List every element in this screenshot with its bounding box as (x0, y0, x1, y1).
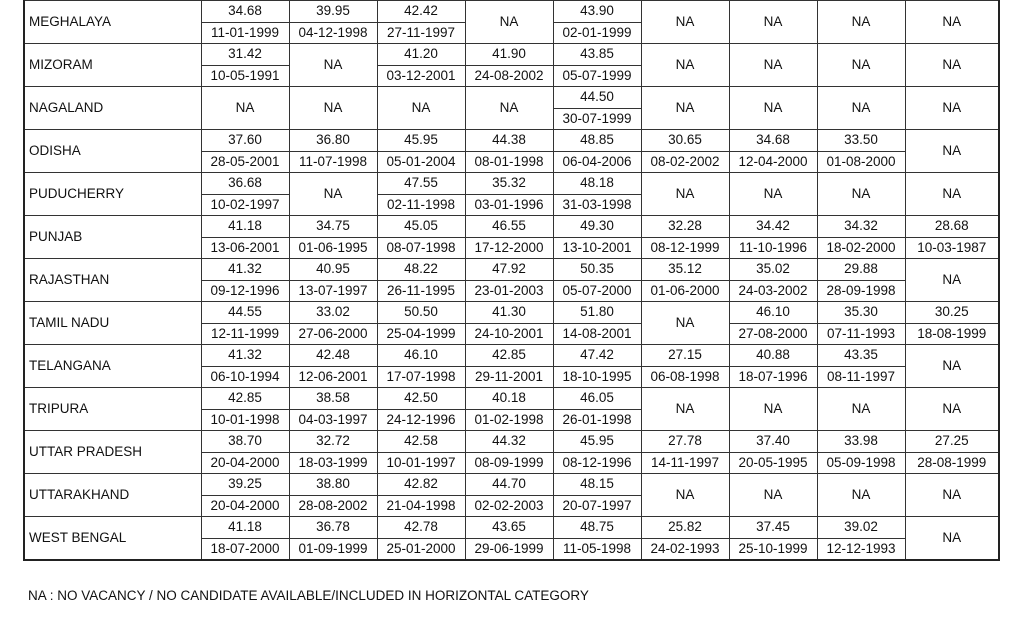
cutoff-birth-date: 26-01-1998 (553, 409, 641, 431)
state-name: TELANGANA (24, 345, 201, 388)
cutoff-birth-date: 14-11-1997 (641, 452, 729, 474)
cutoff-marks: 42.50 (377, 388, 465, 410)
table-body (24, 1, 999, 561)
cutoff-birth-date: 30-07-1999 (553, 108, 641, 130)
cutoff-marks: 43.90 (553, 1, 641, 23)
cutoff-birth-date: 02-11-1998 (377, 194, 465, 216)
na-cell: NA (729, 388, 817, 431)
cutoff-birth-date: 05-07-1999 (553, 65, 641, 87)
cutoff-birth-date: 25-01-2000 (377, 538, 465, 560)
cutoff-birth-date: 08-01-1998 (465, 151, 553, 173)
table-row (24, 216, 999, 238)
cutoff-birth-date: 03-01-1996 (465, 194, 553, 216)
cutoff-marks: 34.42 (729, 216, 817, 238)
cutoff-marks: 45.95 (377, 130, 465, 152)
cutoff-birth-date: 02-02-2003 (465, 495, 553, 517)
cutoff-birth-date: 24-12-1996 (377, 409, 465, 431)
state-name: WEST BENGAL (24, 517, 201, 561)
cutoff-marks: 27.15 (641, 345, 729, 367)
na-cell: NA (289, 87, 377, 130)
cutoff-birth-date: 17-07-1998 (377, 366, 465, 388)
cutoff-marks: 41.32 (201, 345, 289, 367)
cutoff-birth-date: 10-01-1998 (201, 409, 289, 431)
cutoff-birth-date: 25-04-1999 (377, 323, 465, 345)
cutoff-marks: 44.38 (465, 130, 553, 152)
cutoff-marks: 45.05 (377, 216, 465, 238)
cutoff-birth-date: 18-10-1995 (553, 366, 641, 388)
na-cell: NA (905, 474, 999, 517)
cutoff-marks: 47.55 (377, 173, 465, 195)
cutoff-birth-date: 27-06-2000 (289, 323, 377, 345)
cutoff-birth-date: 29-11-2001 (465, 366, 553, 388)
cutoff-marks: 27.78 (641, 431, 729, 453)
cutoff-marks: 41.20 (377, 44, 465, 66)
cutoff-birth-date: 03-12-2001 (377, 65, 465, 87)
cutoff-marks: 39.25 (201, 474, 289, 496)
cutoff-marks: 36.68 (201, 173, 289, 195)
na-cell: NA (905, 173, 999, 216)
cutoff-table-container (23, 0, 998, 561)
cutoff-marks: 41.30 (465, 302, 553, 324)
table-row (24, 87, 999, 109)
cutoff-birth-date: 10-01-1997 (377, 452, 465, 474)
state-name: PUDUCHERRY (24, 173, 201, 216)
cutoff-birth-date: 27-08-2000 (729, 323, 817, 345)
state-name: RAJASTHAN (24, 259, 201, 302)
cutoff-birth-date: 06-04-2006 (553, 151, 641, 173)
cutoff-marks: 41.90 (465, 44, 553, 66)
cutoff-marks: 35.30 (817, 302, 905, 324)
cutoff-marks: 42.58 (377, 431, 465, 453)
cutoff-birth-date: 20-04-2000 (201, 495, 289, 517)
na-cell: NA (641, 302, 729, 345)
cutoff-birth-date: 20-07-1997 (553, 495, 641, 517)
cutoff-birth-date: 28-08-2002 (289, 495, 377, 517)
cutoff-marks: 48.22 (377, 259, 465, 281)
table-row (24, 517, 999, 539)
na-cell: NA (641, 87, 729, 130)
cutoff-marks: 41.18 (201, 216, 289, 238)
cutoff-marks: 34.32 (817, 216, 905, 238)
cutoff-birth-date: 01-06-2000 (641, 280, 729, 302)
cutoff-birth-date: 13-10-2001 (553, 237, 641, 259)
cutoff-birth-date: 20-05-1995 (729, 452, 817, 474)
cutoff-marks: 34.68 (729, 130, 817, 152)
state-name: TAMIL NADU (24, 302, 201, 345)
cutoff-marks: 44.70 (465, 474, 553, 496)
cutoff-birth-date: 06-10-1994 (201, 366, 289, 388)
cutoff-birth-date: 08-07-1998 (377, 237, 465, 259)
cutoff-marks: 47.42 (553, 345, 641, 367)
cutoff-marks: 31.42 (201, 44, 289, 66)
cutoff-birth-date: 01-06-1995 (289, 237, 377, 259)
na-cell: NA (729, 474, 817, 517)
cutoff-marks: 48.75 (553, 517, 641, 539)
cutoff-marks: 27.25 (905, 431, 999, 453)
cutoff-birth-date: 20-04-2000 (201, 452, 289, 474)
na-cell: NA (817, 87, 905, 130)
cutoff-birth-date: 05-09-1998 (817, 452, 905, 474)
cutoff-marks: 30.65 (641, 130, 729, 152)
cutoff-marks: 38.70 (201, 431, 289, 453)
cutoff-marks: 33.98 (817, 431, 905, 453)
cutoff-birth-date: 17-12-2000 (465, 237, 553, 259)
cutoff-marks: 43.65 (465, 517, 553, 539)
state-name: UTTARAKHAND (24, 474, 201, 517)
cutoff-birth-date: 11-10-1996 (729, 237, 817, 259)
cutoff-birth-date: 01-08-2000 (817, 151, 905, 173)
na-cell: NA (641, 173, 729, 216)
cutoff-birth-date: 08-09-1999 (465, 452, 553, 474)
cutoff-birth-date: 18-07-1996 (729, 366, 817, 388)
cutoff-marks: 33.50 (817, 130, 905, 152)
cutoff-birth-date: 11-07-1998 (289, 151, 377, 173)
cutoff-birth-date: 31-03-1998 (553, 194, 641, 216)
cutoff-birth-date: 01-02-1998 (465, 409, 553, 431)
cutoff-marks: 34.68 (201, 1, 289, 23)
na-cell: NA (817, 474, 905, 517)
cutoff-birth-date: 18-02-2000 (817, 237, 905, 259)
cutoff-birth-date: 29-06-1999 (465, 538, 553, 560)
na-cell: NA (289, 44, 377, 87)
na-cell: NA (465, 87, 553, 130)
na-cell: NA (905, 259, 999, 302)
cutoff-birth-date: 28-09-1998 (817, 280, 905, 302)
cutoff-marks: 38.80 (289, 474, 377, 496)
state-name: NAGALAND (24, 87, 201, 130)
cutoff-birth-date: 06-08-1998 (641, 366, 729, 388)
state-name: TRIPURA (24, 388, 201, 431)
na-cell: NA (905, 87, 999, 130)
na-cell: NA (817, 44, 905, 87)
cutoff-marks: 48.18 (553, 173, 641, 195)
cutoff-birth-date: 23-01-2003 (465, 280, 553, 302)
cutoff-marks: 44.32 (465, 431, 553, 453)
na-cell: NA (817, 388, 905, 431)
table-row (24, 431, 999, 453)
na-cell: NA (905, 1, 999, 44)
na-footnote: NA : NO VACANCY / NO CANDIDATE AVAILABLE/INCLUDED IN HORIZONTAL CATEGORY (28, 588, 589, 603)
cutoff-birth-date: 09-12-1996 (201, 280, 289, 302)
na-cell: NA (465, 1, 553, 44)
table-row (24, 130, 999, 152)
cutoff-birth-date: 24-10-2001 (465, 323, 553, 345)
cutoff-marks: 44.55 (201, 302, 289, 324)
na-cell: NA (905, 44, 999, 87)
cutoff-marks: 30.25 (905, 302, 999, 324)
cutoff-birth-date: 08-02-2002 (641, 151, 729, 173)
na-cell: NA (905, 345, 999, 388)
na-cell: NA (641, 44, 729, 87)
cutoff-birth-date: 05-07-2000 (553, 280, 641, 302)
cutoff-marks: 47.92 (465, 259, 553, 281)
cutoff-marks: 42.85 (201, 388, 289, 410)
state-name: MEGHALAYA (24, 1, 201, 44)
na-cell: NA (729, 44, 817, 87)
na-cell: NA (641, 1, 729, 44)
state-name: PUNJAB (24, 216, 201, 259)
cutoff-marks: 39.95 (289, 1, 377, 23)
cutoff-birth-date: 01-09-1999 (289, 538, 377, 560)
cutoff-birth-date: 25-10-1999 (729, 538, 817, 560)
cutoff-birth-date: 12-12-1993 (817, 538, 905, 560)
cutoff-marks: 42.82 (377, 474, 465, 496)
cutoff-birth-date: 27-11-1997 (377, 22, 465, 44)
cutoff-marks: 46.10 (377, 345, 465, 367)
cutoff-birth-date: 11-01-1999 (201, 22, 289, 44)
cutoff-marks: 44.50 (553, 87, 641, 109)
cutoff-marks: 32.72 (289, 431, 377, 453)
cutoff-marks: 37.40 (729, 431, 817, 453)
cutoff-birth-date: 18-07-2000 (201, 538, 289, 560)
cutoff-birth-date: 08-12-1996 (553, 452, 641, 474)
cutoff-birth-date: 13-06-2001 (201, 237, 289, 259)
cutoff-marks: 46.10 (729, 302, 817, 324)
table-row (24, 173, 999, 195)
cutoff-birth-date: 04-12-1998 (289, 22, 377, 44)
cutoff-birth-date: 26-11-1995 (377, 280, 465, 302)
cutoff-birth-date: 08-11-1997 (817, 366, 905, 388)
cutoff-birth-date: 10-03-1987 (905, 237, 999, 259)
table-row (24, 302, 999, 324)
cutoff-birth-date: 24-02-1993 (641, 538, 729, 560)
cutoff-birth-date: 18-03-1999 (289, 452, 377, 474)
cutoff-marks: 42.42 (377, 1, 465, 23)
cutoff-marks: 42.85 (465, 345, 553, 367)
cutoff-marks: 32.28 (641, 216, 729, 238)
cutoff-marks: 40.95 (289, 259, 377, 281)
cutoff-birth-date: 18-08-1999 (905, 323, 999, 345)
na-cell: NA (377, 87, 465, 130)
na-cell: NA (817, 173, 905, 216)
cutoff-marks: 36.80 (289, 130, 377, 152)
na-cell: NA (729, 1, 817, 44)
cutoff-marks: 40.18 (465, 388, 553, 410)
cutoff-birth-date: 28-08-1999 (905, 452, 999, 474)
table-row (24, 345, 999, 367)
cutoff-birth-date: 28-05-2001 (201, 151, 289, 173)
table-row (24, 44, 999, 66)
state-name: UTTAR PRADESH (24, 431, 201, 474)
cutoff-marks: 35.12 (641, 259, 729, 281)
cutoff-marks: 42.48 (289, 345, 377, 367)
cutoff-birth-date: 12-06-2001 (289, 366, 377, 388)
cutoff-marks: 41.32 (201, 259, 289, 281)
cutoff-birth-date: 05-01-2004 (377, 151, 465, 173)
cutoff-birth-date: 02-01-1999 (553, 22, 641, 44)
table-row (24, 259, 999, 281)
cutoff-marks: 38.58 (289, 388, 377, 410)
table-row (24, 388, 999, 410)
cutoff-marks: 40.88 (729, 345, 817, 367)
cutoff-marks: 46.55 (465, 216, 553, 238)
cutoff-marks: 42.78 (377, 517, 465, 539)
cutoff-marks: 35.32 (465, 173, 553, 195)
cutoff-marks: 37.60 (201, 130, 289, 152)
cutoff-birth-date: 24-08-2002 (465, 65, 553, 87)
cutoff-birth-date: 10-02-1997 (201, 194, 289, 216)
table-row (24, 1, 999, 23)
na-cell: NA (289, 173, 377, 216)
table-row (24, 474, 999, 496)
cutoff-marks: 50.50 (377, 302, 465, 324)
cutoff-marks: 43.85 (553, 44, 641, 66)
cutoff-marks: 37.45 (729, 517, 817, 539)
cutoff-marks: 39.02 (817, 517, 905, 539)
cutoff-birth-date: 08-12-1999 (641, 237, 729, 259)
cutoff-marks: 50.35 (553, 259, 641, 281)
cutoff-marks: 45.95 (553, 431, 641, 453)
cutoff-birth-date: 12-11-1999 (201, 323, 289, 345)
cutoff-birth-date: 04-03-1997 (289, 409, 377, 431)
cutoff-marks: 49.30 (553, 216, 641, 238)
cutoff-marks: 43.35 (817, 345, 905, 367)
cutoff-marks: 35.02 (729, 259, 817, 281)
cutoff-birth-date: 11-05-1998 (553, 538, 641, 560)
cutoff-birth-date: 12-04-2000 (729, 151, 817, 173)
na-cell: NA (641, 388, 729, 431)
cutoff-marks: 28.68 (905, 216, 999, 238)
cutoff-marks: 41.18 (201, 517, 289, 539)
cutoff-marks: 33.02 (289, 302, 377, 324)
na-cell: NA (729, 87, 817, 130)
state-cutoff-table (23, 0, 1000, 561)
na-cell: NA (817, 1, 905, 44)
cutoff-birth-date: 14-08-2001 (553, 323, 641, 345)
na-cell: NA (905, 388, 999, 431)
cutoff-birth-date: 21-04-1998 (377, 495, 465, 517)
na-cell: NA (641, 474, 729, 517)
na-cell: NA (905, 517, 999, 561)
cutoff-marks: 46.05 (553, 388, 641, 410)
cutoff-marks: 25.82 (641, 517, 729, 539)
cutoff-birth-date: 07-11-1993 (817, 323, 905, 345)
cutoff-birth-date: 10-05-1991 (201, 65, 289, 87)
cutoff-marks: 29.88 (817, 259, 905, 281)
na-cell: NA (729, 173, 817, 216)
cutoff-birth-date: 13-07-1997 (289, 280, 377, 302)
cutoff-marks: 34.75 (289, 216, 377, 238)
state-name: ODISHA (24, 130, 201, 173)
na-cell: NA (905, 130, 999, 173)
cutoff-marks: 48.15 (553, 474, 641, 496)
na-cell: NA (201, 87, 289, 130)
cutoff-marks: 36.78 (289, 517, 377, 539)
cutoff-birth-date: 24-03-2002 (729, 280, 817, 302)
cutoff-marks: 51.80 (553, 302, 641, 324)
cutoff-marks: 48.85 (553, 130, 641, 152)
state-name: MIZORAM (24, 44, 201, 87)
